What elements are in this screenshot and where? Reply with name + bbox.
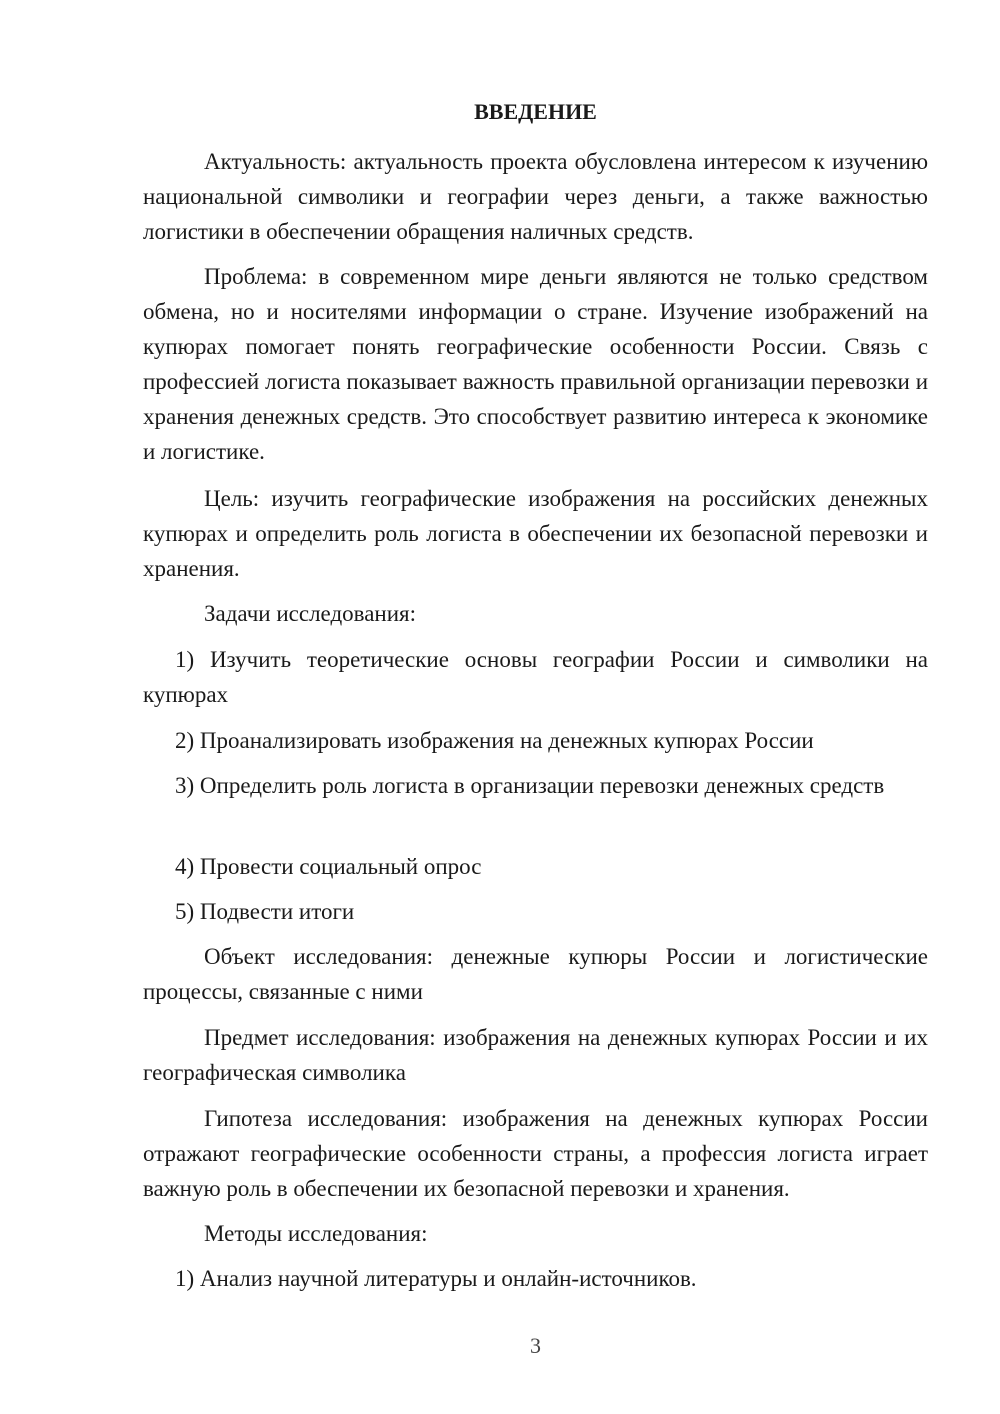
methods-heading: Методы исследования: bbox=[204, 1221, 428, 1246]
task-item-2: 2) Проанализировать изображения на денежных купюрах России bbox=[175, 728, 814, 753]
task-item-1: 1) Изучить теоретические основы географии России и символики на купюрах bbox=[143, 647, 928, 707]
task-item-5: 5) Подвести итоги bbox=[175, 899, 355, 924]
tasks-heading: Задачи исследования: bbox=[204, 601, 417, 626]
goal-paragraph: Цель: изучить географические изображения на российских денежных купюрах и определить роль логиста в обеспечении их безопасной перевозки и хранения. bbox=[143, 486, 928, 581]
document-page bbox=[143, 0, 928, 1414]
subject-paragraph: Предмет исследования: изображения на денежных купюрах России и их географическая символика bbox=[143, 1025, 928, 1085]
page-number: 3 bbox=[530, 1333, 541, 1358]
page-title: ВВЕДЕНИЕ bbox=[474, 99, 597, 124]
problem-paragraph: Проблема: в современном мире деньги являются не только средством обмена, но и носителями информации о стране. Изучение изображений на купюрах помогает понять географические особенности России. Связь с профессией логиста показывает важность правильной организации перевозки и хранения денежных средств. Это способствует развитию интереса к экономике и логистике. bbox=[143, 264, 928, 464]
hypothesis-paragraph: Гипотеза исследования: изображения на денежных купюрах России отражают географические особенности страны, а профессия логиста играет важную роль в обеспечении их безопасной перевозки и хранения. bbox=[143, 1106, 928, 1201]
method-item-1: 1) Анализ научной литературы и онлайн-источников. bbox=[175, 1266, 697, 1291]
object-paragraph: Объект исследования: денежные купюры России и логистические процессы, связанные с ними bbox=[143, 944, 928, 1004]
relevance-paragraph: Актуальность: актуальность проекта обусловлена интересом к изучению национальной символики и географии через деньги, а также важностью логистики в обеспечении обращения наличных средств. bbox=[143, 149, 928, 244]
task-item-3: 3) Определить роль логиста в организации перевозки денежных средств bbox=[175, 773, 885, 798]
task-item-4: 4) Провести социальный опрос bbox=[175, 854, 482, 879]
